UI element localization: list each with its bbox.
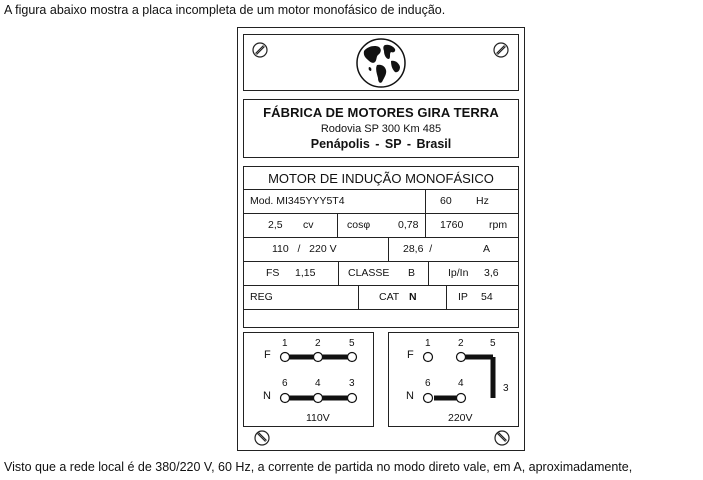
terminal-number: 3 [503,383,509,394]
manufacturer-panel [243,99,519,158]
terminal-number: 1 [282,338,288,349]
power-factor-label: cosφ [347,219,371,231]
current-unit: A [483,243,491,255]
terminal-number: 5 [490,338,496,349]
terminal-number: 5 [349,338,355,349]
intro-text: A figura abaixo mostra a placa incompleta de um motor monofásico de indução. [4,3,446,17]
starting-current-ratio-value: 3,6 [484,267,499,279]
connection-diagram-110v [243,332,374,427]
current-value: 28,6 / [403,243,433,255]
reg-label: REG [250,291,273,303]
phase-label: F [264,349,271,361]
starting-current-ratio-label: Ip/In [448,267,469,279]
phase-label: F [407,349,414,361]
category-label: CAT [379,291,400,303]
diagram-voltage-label: 220V [448,412,473,424]
neutral-label: N [406,390,414,402]
manufacturer-address: Rodovia SP 300 Km 485 [320,123,442,135]
terminal-number: 4 [458,378,464,389]
terminal-number: 4 [315,378,321,389]
motor-data-table [243,166,519,328]
terminal-number: 1 [425,338,431,349]
screw-icon [493,42,509,58]
frequency-value: 60 [440,195,452,207]
power-factor-value: 0,78 [398,219,419,231]
voltage-value: 110 / 220 V [272,243,337,255]
rpm-unit: rpm [489,219,508,231]
terminal-number: 6 [282,378,288,389]
model-value: Mod. MI345YYY5T4 [250,195,345,207]
screw-icon [252,42,268,58]
service-factor-value: 1,15 [295,267,316,279]
power-value: 2,5 [268,219,283,231]
terminal-number: 2 [458,338,464,349]
frequency-unit: Hz [476,195,489,207]
screw-icon [494,430,510,446]
insulation-class-label: CLASSE [348,267,390,279]
neutral-label: N [263,390,271,402]
manufacturer-city: Penápolis - SP - Brasil [310,137,452,151]
terminal-number: 6 [425,378,431,389]
category-value: N [409,291,417,303]
manufacturer-name: FÁBRICA DE MOTORES GIRA TERRA [263,105,499,120]
diagram-voltage-label: 110V [306,412,330,424]
rpm-value: 1760 [440,219,464,231]
protection-value: 54 [481,291,493,303]
screw-icon [254,430,270,446]
connection-diagram-220v [388,332,519,427]
service-factor-label: FS [266,267,280,279]
question-text: Visto que a rede local é de 380/220 V, 60 Hz, a corrente de partida no modo direto vale, em A, aproximadamente, [4,460,633,474]
globe-icon [355,37,407,89]
terminal-number: 2 [315,338,321,349]
power-unit: cv [303,219,314,231]
motor-title: MOTOR DE INDUÇÃO MONOFÁSICO [268,171,494,186]
insulation-class-value: B [408,267,416,279]
protection-label: IP [458,291,468,303]
terminal-number: 3 [349,378,355,389]
